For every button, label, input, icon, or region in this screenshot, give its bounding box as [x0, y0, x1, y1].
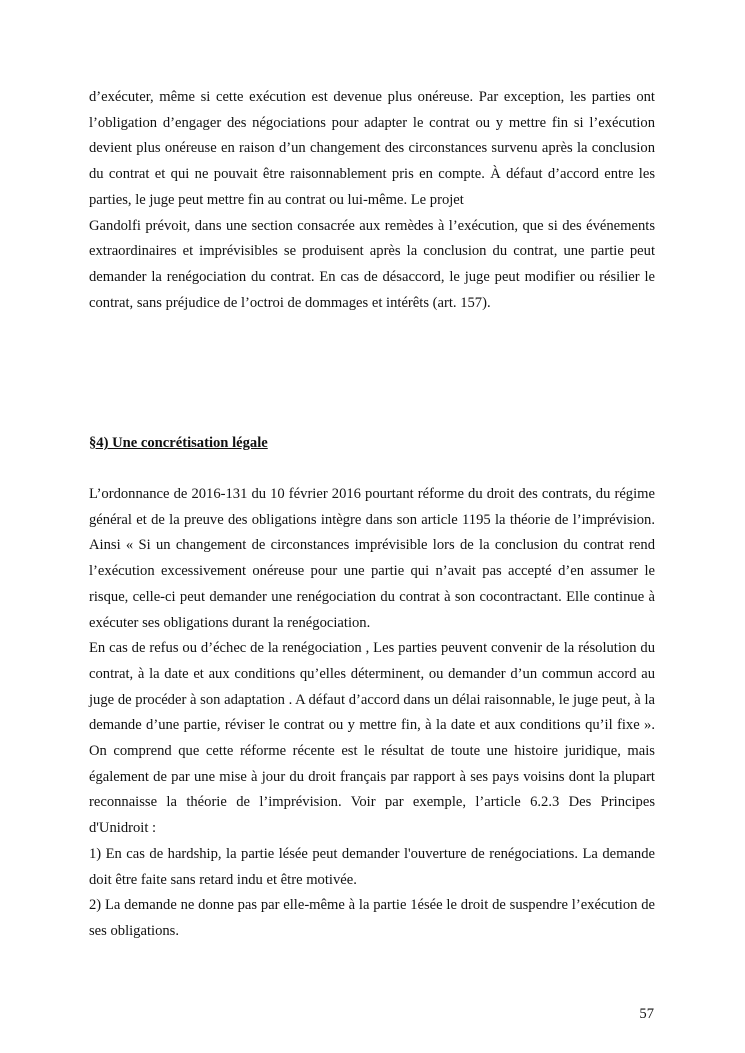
intro-text-block	[89, 85, 655, 316]
section-list-item-1: 1) En cas de hardship, la partie lésée peut demander l'ouverture de renégociations. La demande doit être faite sans retard indu et être motivée.	[89, 845, 655, 888]
section-list-item-2: 2) La demande ne donne pas par elle-même à la partie 1ésée le droit de suspendre l’exécution de ses obligations.	[89, 897, 655, 939]
section-paragraph-2: En cas de refus ou d’échec de la renégociation , Les parties peuvent convenir de la résolution du contrat, à la date et aux conditions qu’elles déterminent, ou demander d’un commun accord au juge de procéder à son adaptation . A défaut d’accord dans un délai raisonnable, le juge peut, à la demande d’une partie, réviser le contrat ou y mettre fin, à la date et aux conditions qu’il fixe ». On comprend que cette réforme récente est le résultat de toute une histoire juridique, mais également de par une mise à jour du droit français par rapport à ses pays voisins dont la plupart reconnaisse la théorie de l’imprévision. Voir par exemple, l’article 6.2.3 Des Principes d'Unidroit :	[89, 640, 655, 837]
section-paragraph-1: L’ordonnance de 2016-131 du 10 février 2016 pourtant réforme du droit des contrats, du régime général et de la preuve des obligations intègre dans son article 1195 la théorie de l’imprévision. Ainsi « Si un changement de circonstances imprévisible lors de la conclusion du contrat rend l’exécution excessivement onéreuse pour une partie qui n’avait pas accepté d’en assumer le risque, celle-ci peut demander une renégociation du contrat à son cocontractant. Elle continue à exécuter ses obligations durant la renégociation.	[89, 486, 655, 631]
section-text-block	[89, 482, 655, 945]
intro-paragraph-2: Gandolfi prévoit, dans une section consacrée aux remèdes à l’exécution, que si des événements extraordinaires et imprévisibles se produisent après la conclusion du contrat, une partie peut demander la renégociation du contrat. En cas de désaccord, le juge peut modifier ou résilier le contrat, sans préjudice de l’octroi de dommages et intérêts (art. 157).	[89, 217, 655, 311]
section-heading: §4) Une concrétisation légale	[89, 435, 268, 451]
page-number: 57	[639, 1006, 654, 1022]
intro-paragraph-1: d’exécuter, même si cette exécution est devenue plus onéreuse. Par exception, les parties ont l’obligation d’engager des négociations pour adapter le contrat ou y mettre fin si l’exécution devient plus onéreuse en raison d’un changement des circonstances survenu après la conclusion du contrat et qui ne pouvait être raisonnablement pris en compte. À défaut d’accord entre les parties, le juge peut mettre fin au contrat ou lui-même. Le projet	[89, 89, 655, 208]
